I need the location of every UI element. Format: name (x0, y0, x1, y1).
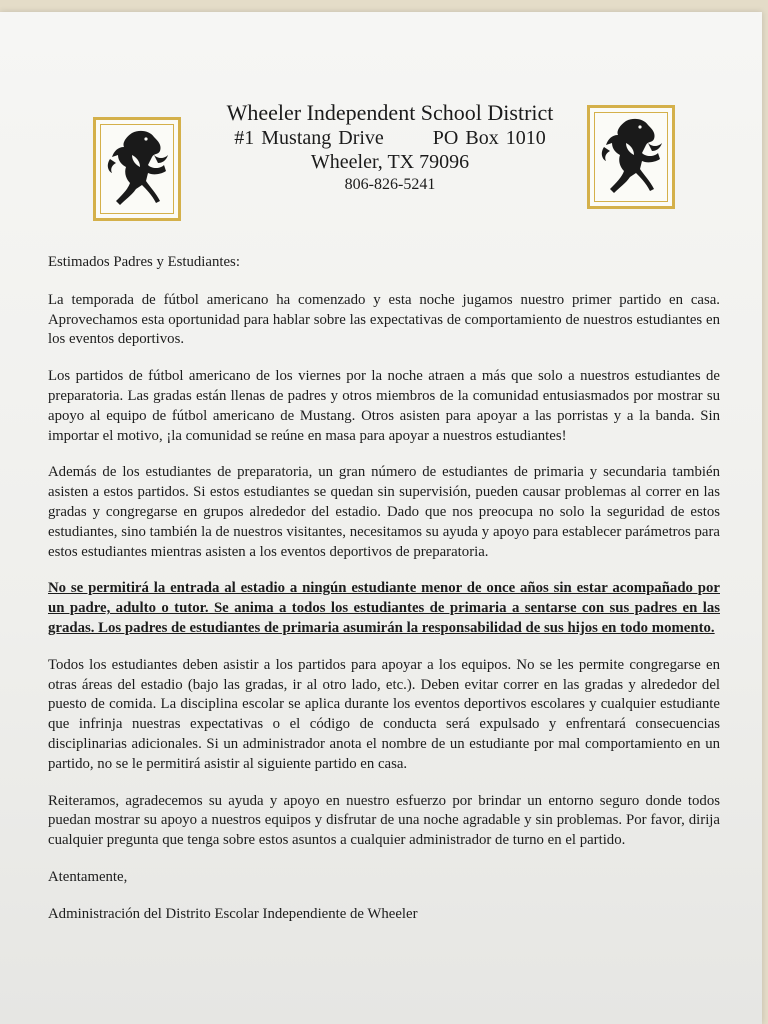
left-logo (93, 117, 181, 221)
greeting: Estimados Padres y Estudiantes: (48, 254, 240, 270)
paragraph-younger-students: Además de los estudiantes de preparatoria, un gran número de estudiantes de primaria y secundaria también asisten a estos partidos. Si estos estudiantes se quedan sin supervisión, pueden causar problemas al correr en las gradas y congregarse en grupos alrededor del estadio. Dado que nos preocupa no solo la seguridad de estos estudiantes, sino también la de nuestros visitantes, necesitamos su ayuda y apoyo para establecer parámetros para estos estudiantes mientras asisten a los eventos deportivos de preparatoria. (48, 464, 720, 560)
paragraph-expectations: Todos los estudiantes deben asistir a los partidos para apoyar a los equipos. No se les permite congregarse en otras áreas del estadio (bajo las gradas, ir al otro lado, etc.). Deben evitar correr en las gradas y alrededor del puesto de comida. La disciplina escolar se aplica durante los eventos deportivos escolares y cualquier estudiante que infrinja nuestras expectativas o el código de conducta será expulsado y enfrentará consecuencias disciplinarias adicionales. Si un administrador anota el nombre de un estudiante por mal comportamiento en un partido, no se le permitirá asistir al siguiente partido en casa. (48, 656, 720, 772)
paragraph-policy-notice: No se permitirá la entrada al estadio a ningún estudiante menor de once años sin estar acompañado por un padre, adulto o tutor. Se anima a todos los estudiantes de primaria a sentarse con sus padres en las gradas. Los padres de estudiantes de primaria asumirán la responsabilidad de sus hijos en todo momento. (48, 580, 720, 636)
right-logo (587, 105, 675, 209)
letterhead (190, 100, 590, 196)
address-line: #1 Mustang Drive PO Box 1010 (234, 127, 546, 149)
district-name: Wheeler Independent School District (226, 100, 554, 125)
paragraph-thanks: Reiteramos, agradecemos su ayuda y apoyo en nuestro esfuerzo por brindar un entorno seguro donde todos puedan mostrar su apoyo a nuestros equipos y disfrutar de una noche agradable y sin problemas. Por favor, dirija cualquier pregunta que tenga sobre estos asuntos a cualquier administrador de turno en el partido. (48, 792, 720, 849)
letter-body (48, 253, 720, 942)
signature: Administración del Distrito Escolar Independiente de Wheeler (48, 905, 418, 922)
city-line: Wheeler, TX 79096 (310, 151, 470, 173)
mustang-logo-icon (102, 125, 172, 213)
mustang-logo-icon (596, 113, 666, 201)
paragraph-community: Los partidos de fútbol americano de los viernes por la noche atraen a más que solo a nuestros estudiantes de preparatoria. Las gradas están llenas de padres y otros miembros de la comunidad entusiasmados por mostrar su apoyo al equipo de fútbol americano de Mustang. Otros asisten para apoyar a las porristas y a la banda. Sin importar el motivo, ¡la comunidad se reúne en masa para apoyar a nuestros estudiantes! (48, 368, 720, 444)
paragraph-intro: La temporada de fútbol americano ha comenzado y esta noche jugamos nuestro primer partido en casa. Aprovechamos esta oportunidad para hablar sobre las expectativas de comportamiento de nuestros estudiantes en los eventos deportivos. (48, 291, 720, 348)
phone-number: 806-826-5241 (344, 176, 436, 193)
closing: Atentamente, (48, 868, 128, 885)
